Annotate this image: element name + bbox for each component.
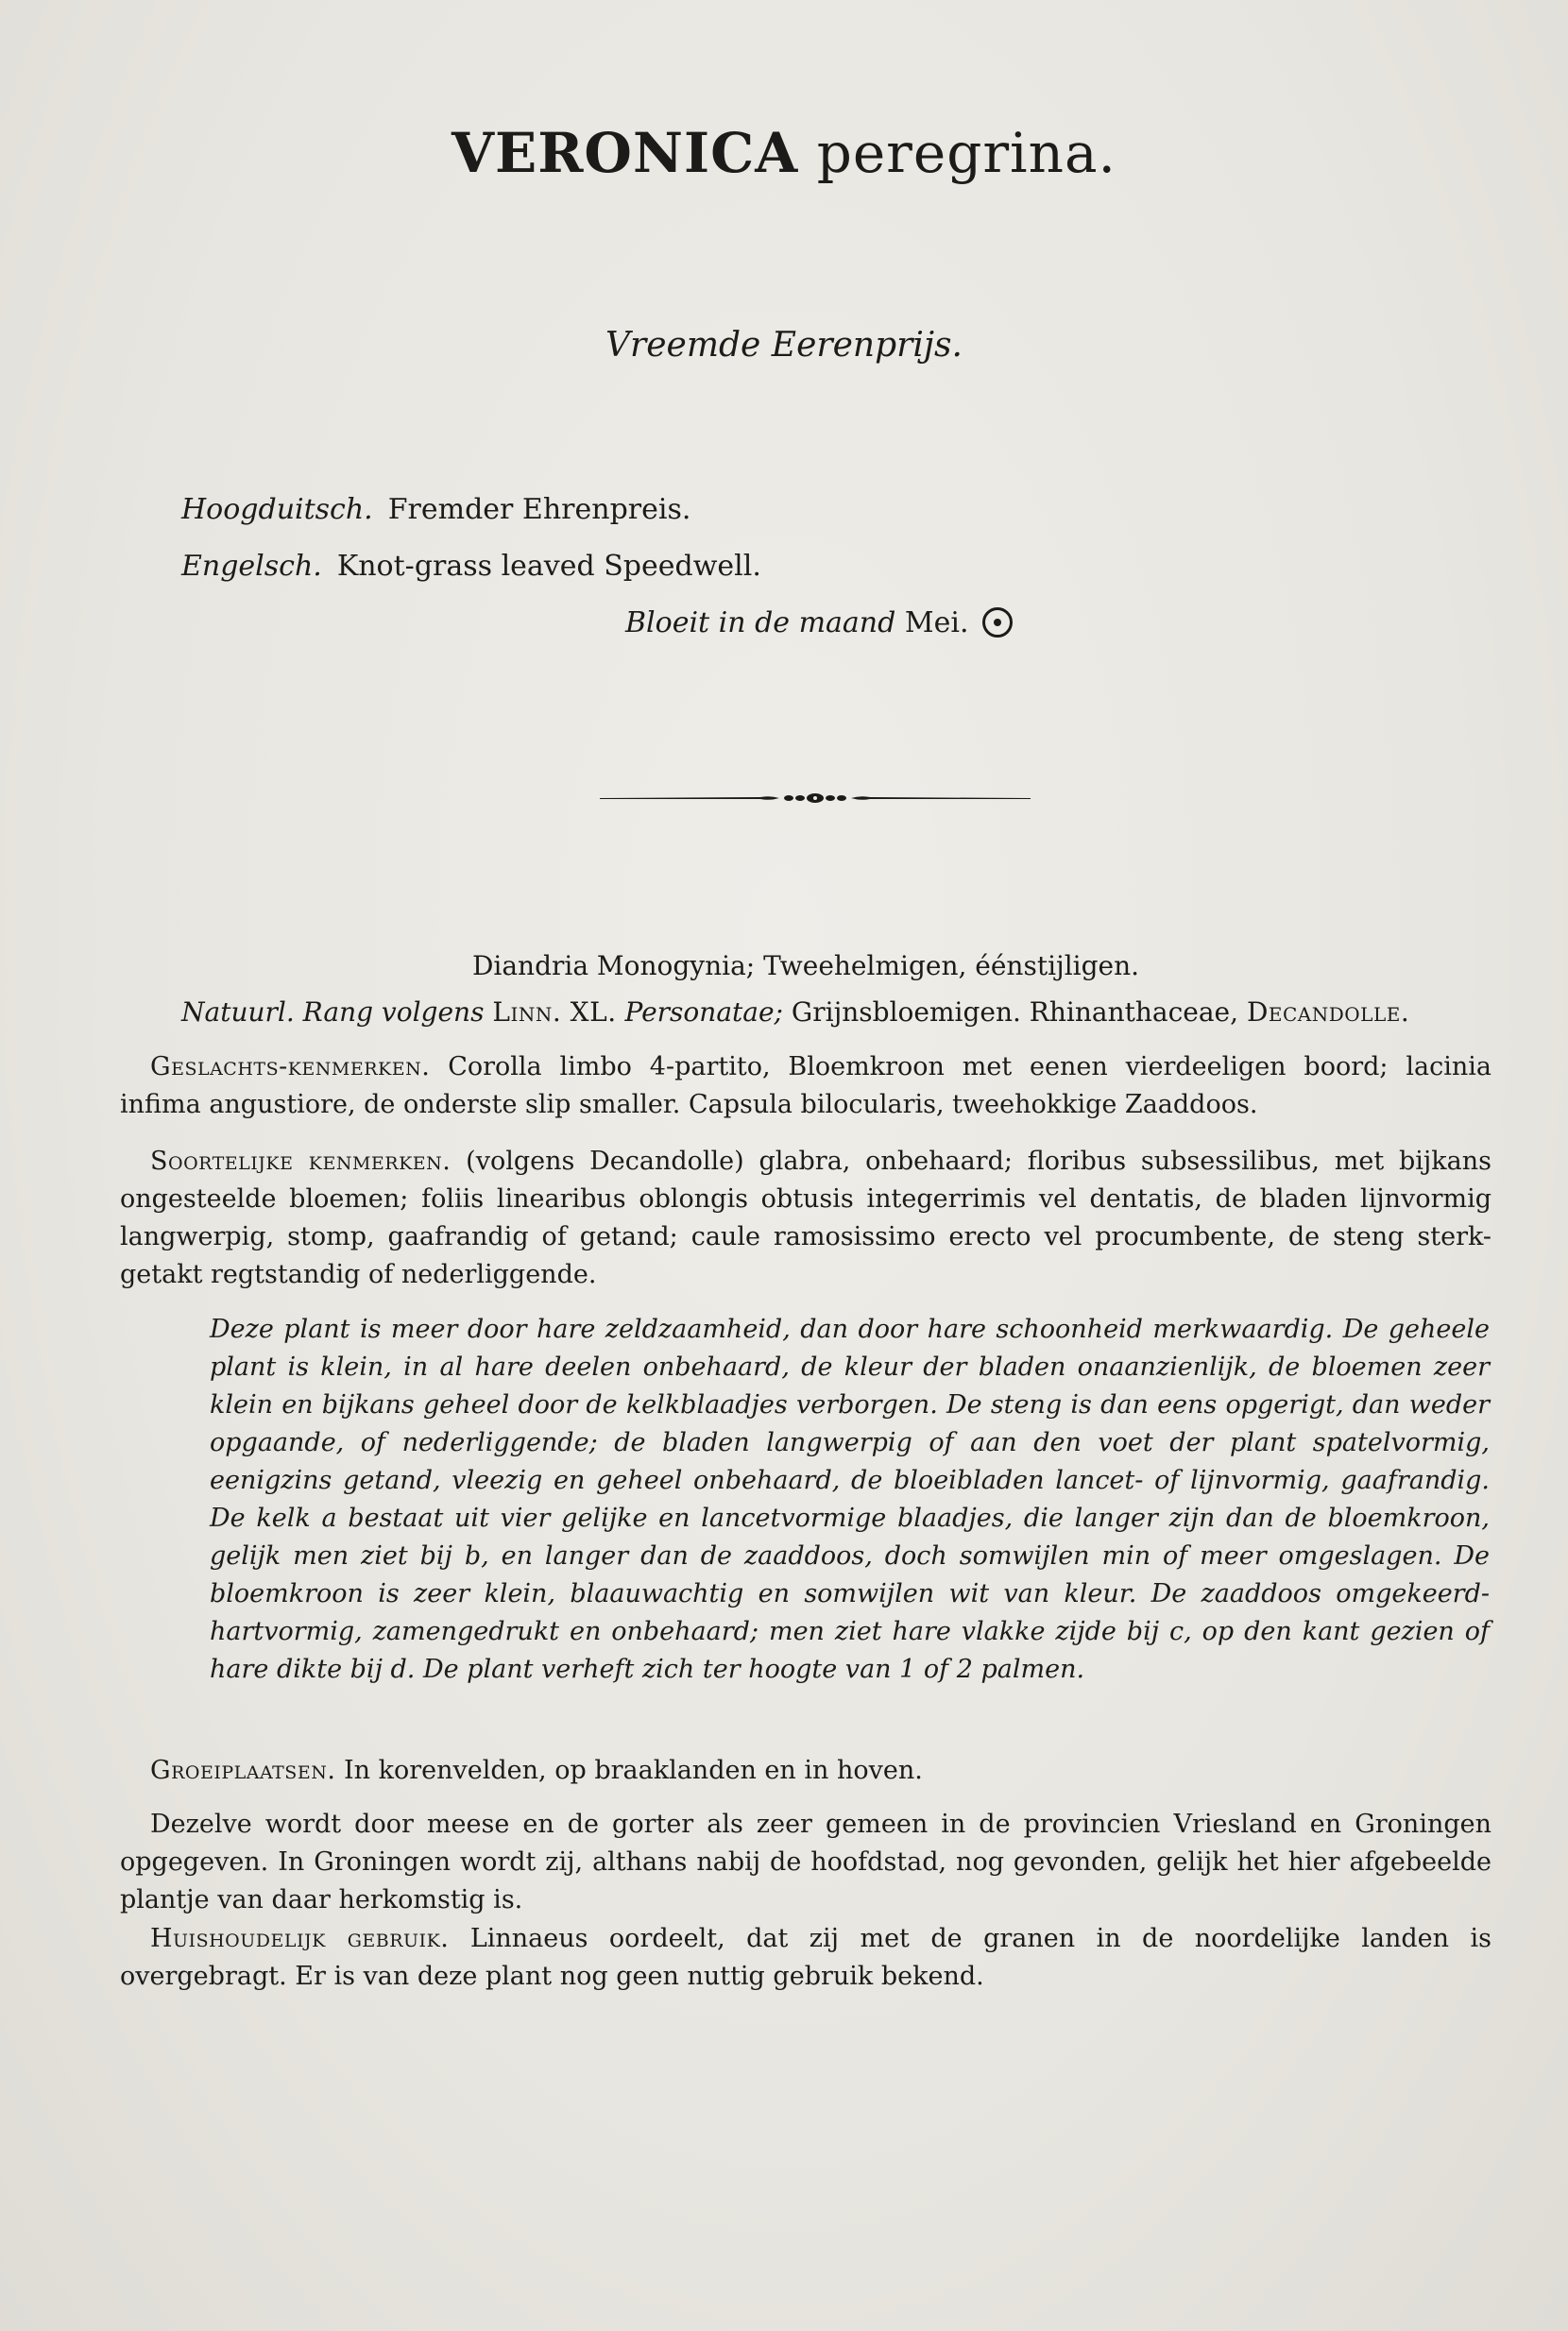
- section-text: Linnaeus oordeelt, dat zij met de granen in de noordelijke landen is overgebragt. Er is van deze plant nog geen nuttig gebruik bekend.: [120, 1924, 1491, 1991]
- section-heading: Soortelijke kenmerken.: [150, 1147, 452, 1176]
- linn-ref: Linn. XL.: [492, 996, 617, 1028]
- section-text: Corolla limbo 4-partito, Bloemkroon met eenen vierdeeligen boord; lacinia infima angustiore, de onderste slip smaller. Capsula bilocularis, tweehokkige Zaaddoos.: [120, 1052, 1491, 1119]
- bloom-label: Bloeit in de maand: [625, 606, 896, 639]
- language-label: Engelsch.: [181, 550, 322, 583]
- ornamental-rule: [600, 784, 1031, 812]
- family-names: Grijnsbloemigen. Rhinanthaceae,: [791, 996, 1239, 1028]
- common-name-german: [181, 493, 690, 526]
- habitat: [120, 1752, 1491, 1790]
- natural-rank-label: Natuurl. Rang volgens: [181, 996, 485, 1028]
- common-name: Fremder Ehrenpreis.: [387, 493, 691, 526]
- species-characters: [120, 1143, 1491, 1294]
- section-text: In korenvelden, op braaklanden en in hoven.: [344, 1756, 923, 1785]
- household-use: [120, 1920, 1491, 1996]
- bloom-month: Mei.: [904, 606, 969, 639]
- natural-rank-line: [181, 994, 1485, 1031]
- title-species: peregrina.: [816, 121, 1116, 185]
- common-name: Knot-grass leaved Speedwell.: [336, 550, 761, 583]
- section-text: (volgens Decandolle) glabra, onbehaard; floribus subsessilibus, met bijkans ongesteelde bloemen; foliis linearibus oblongis obtusis integerrimis vel dentatis, de bladen lijnvormig langwerpig, stomp, gaafrandig of getand; caule ramosissimo erecto vel procumbente, de steng sterk-getakt regtstandig of nederliggende.: [120, 1147, 1491, 1289]
- title-genus: VERONICA: [452, 121, 799, 185]
- occurrence-paragraph: Dezelve wordt door meese en de gorter als zeer gemeen in de provincien Vriesland en Groningen opgegeven. In Groningen wordt zij, althans nabij de hoofdstad, nog gevonden, gelijk het hier afgebeelde plantje van daar herkomstig is.: [120, 1810, 1491, 1914]
- page-title: [0, 121, 1568, 185]
- language-label: Hoogduitsch.: [181, 493, 373, 526]
- decandolle-ref: Decandolle.: [1246, 996, 1410, 1028]
- section-heading: Huishoudelijk gebruik.: [150, 1924, 450, 1953]
- bloom-line: [625, 606, 1013, 639]
- classification-line: Diandria Monogynia; Tweehelmigen, éénstijligen.: [471, 950, 1140, 981]
- plant-description: Deze plant is meer door hare zeldzaamheid, dan door hare schoonheid merkwaardig. De geheele plant is klein, in al hare deelen onbehaard, de kleur der bladen onaanzienlijk, de bloemen zeer klein en bijkans geheel door de kelkblaadjes verborgen. De steng is dan eens opgerigt, dan weder opgaande, of nederliggende; de bladen langwerpig of aan den voet der plant spatelvormig, eenigzins getand, vleezig en geheel onbehaard, de bloeibladen lancet- of lijnvormig, gaafrandig. De kelk a bestaat uit vier gelijke en lancetvormige blaadjes, die langer zijn dan de bloemkroon, gelijk men ziet bij b, en langer dan de zaaddoos, doch somwijlen min of meer omgeslagen. De bloemkroon is zeer klein, blaauwachtig en somwijlen wit van kleur. De zaaddoos omgekeerd-hartvormig, zamengedrukt en onbehaard; men ziet hare vlakke zijde bij c, op den kant gezien of hare dikte bij d. De plant verheft zich ter hoogte van 1 of 2 palmen.: [210, 1315, 1490, 1684]
- page-subtitle: Vreemde Eerenprijs.: [605, 326, 963, 365]
- personatae: Personatae;: [624, 996, 783, 1028]
- section-heading: Geslachts-kenmerken.: [150, 1052, 431, 1081]
- common-name-english: [181, 550, 761, 583]
- annual-symbol-icon: [982, 607, 1013, 638]
- section-heading: Groeiplaatsen.: [150, 1756, 336, 1785]
- genus-characters: [120, 1048, 1491, 1124]
